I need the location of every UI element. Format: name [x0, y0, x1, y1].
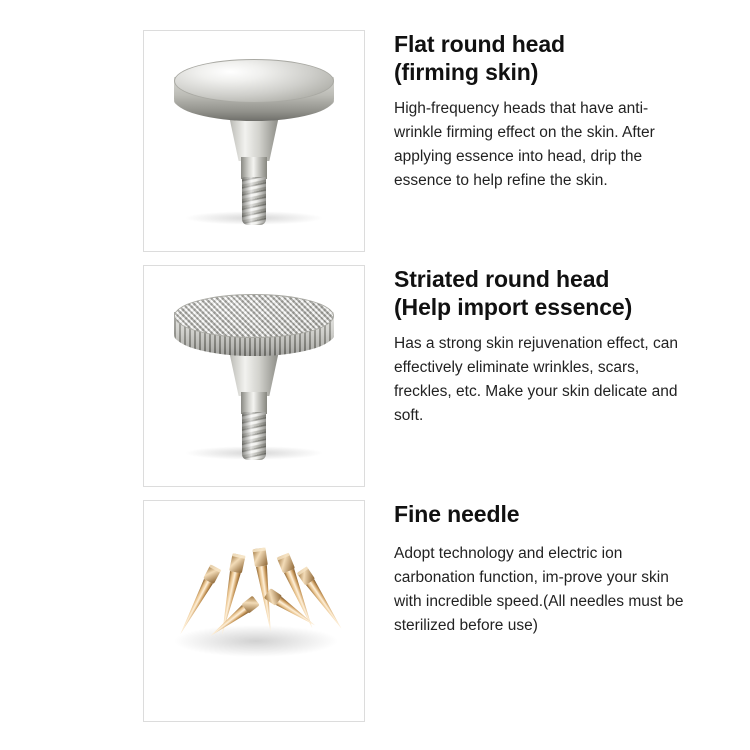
cap-top-textured-surface: [174, 294, 334, 338]
feature-title-line-2: (Help import essence): [394, 294, 633, 320]
cap-top-surface: [174, 59, 334, 103]
feature-row-fine-needle: [0, 487, 750, 722]
feature-title-line-2: (firming skin): [394, 59, 539, 85]
shaft: [241, 392, 267, 414]
feature-text-fine-needle: [394, 500, 684, 638]
shaft: [241, 157, 267, 179]
feature-row-striated-round-head: [0, 252, 750, 487]
feature-title: Fine needle: [394, 501, 520, 527]
feature-title: [394, 265, 684, 321]
product-image-striated-round-head: [143, 265, 365, 487]
product-image-flat-round-head: [143, 30, 365, 252]
feature-title-line-1: Striated round head: [394, 266, 610, 292]
needles-svg: [144, 501, 364, 721]
feature-description: High-frequency heads that have anti-wrinkle firming effect on the skin. After applying essence into head, drip the essence to help refine the skin.: [394, 100, 655, 189]
feature-row-flat-round-head: [0, 0, 750, 252]
feature-description: Adopt technology and electric ion carbonation function, im-prove your skin with incredible speed.(All needles must be sterilized before use): [394, 545, 684, 634]
product-image-fine-needle: [143, 500, 365, 722]
feature-title: [394, 30, 684, 86]
feature-text-flat-round-head: [394, 30, 684, 193]
feature-description: Has a strong skin rejuvenation effect, can effectively eliminate wrinkles, scars, freckles, etc. Make your skin delicate and soft.: [394, 335, 679, 424]
feature-title-line-1: Flat round head: [394, 31, 566, 57]
flat-round-head-illustration: [144, 31, 364, 251]
screw-thread: [242, 177, 266, 225]
striated-round-head-illustration: [144, 266, 364, 486]
screw-thread: [242, 412, 266, 460]
feature-text-striated-round-head: [394, 265, 684, 428]
fine-needle-illustration: [144, 501, 364, 721]
